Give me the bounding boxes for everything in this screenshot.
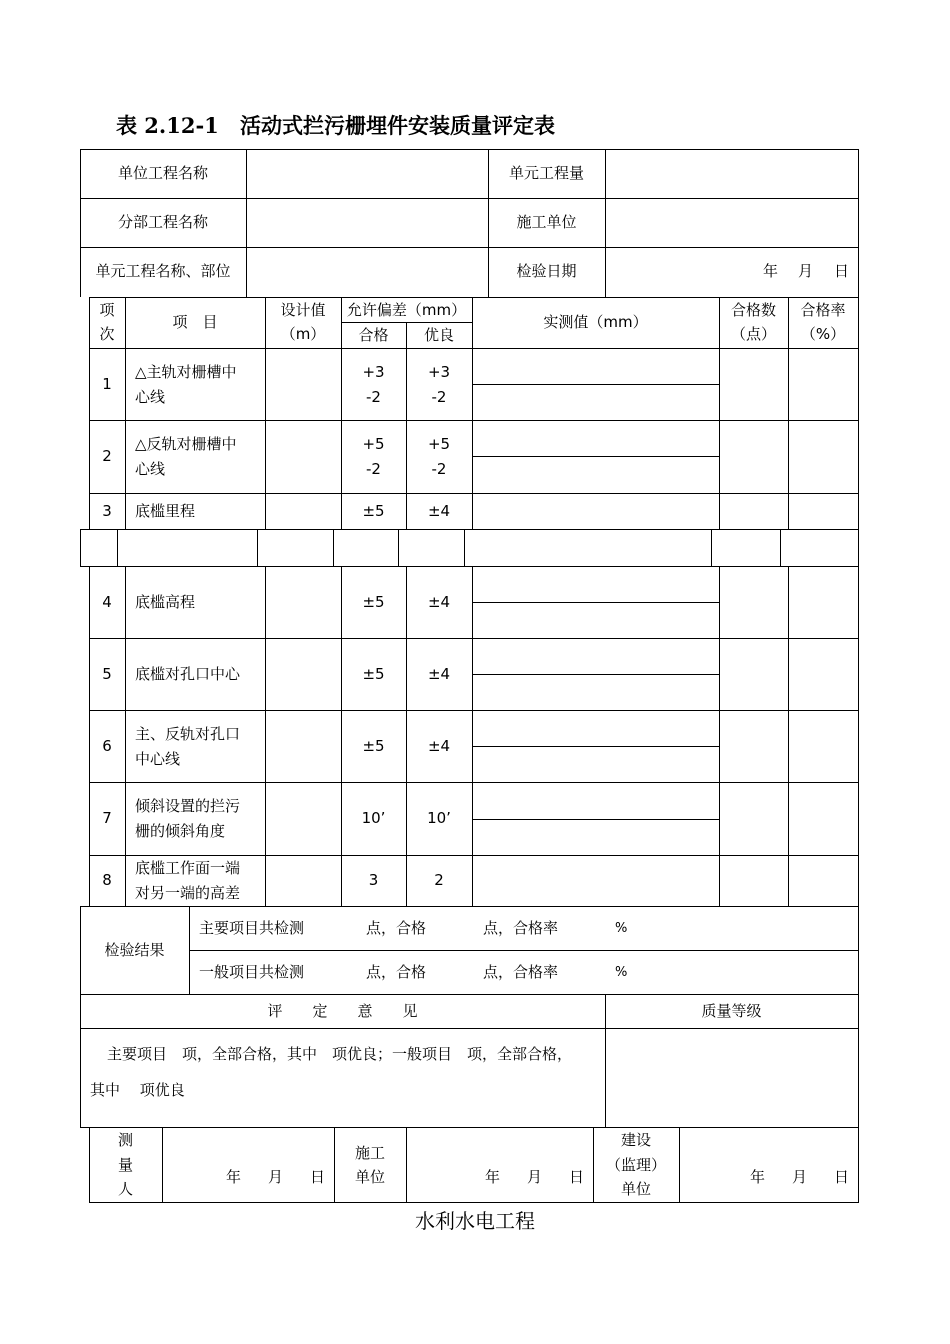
result-main-points-pass: 点，合格 xyxy=(366,919,427,937)
surveyor-year: 年 xyxy=(226,1168,242,1186)
row-8-pass: 3 xyxy=(368,871,379,889)
row-8-item-line2: 对另一端的高差 xyxy=(135,884,241,902)
row-5-excellent: ±4 xyxy=(427,665,451,683)
col-measured: 实测值（mm） xyxy=(543,313,648,331)
date-month: 月 xyxy=(798,262,814,280)
unit-project-label: 单位工程名称 xyxy=(117,164,208,182)
row-8-no: 8 xyxy=(102,871,112,889)
result-general-points-rate: 点，合格率 xyxy=(483,963,559,981)
division-project-label: 分部工程名称 xyxy=(117,213,208,231)
row-7-excellent: 10’ xyxy=(427,809,451,827)
footer-text: 水利水电工程 xyxy=(415,1209,535,1233)
evaluation-line1: 主要项目 项，全部合格，其中 项优良；一般项目 项，全部合格， xyxy=(107,1045,573,1063)
row-6-no: 6 xyxy=(102,737,112,755)
unit-quantity-label: 单元工程量 xyxy=(508,164,584,182)
supervisor-month: 月 xyxy=(792,1168,808,1186)
row-8-excellent: 2 xyxy=(434,871,444,889)
quality-grade-label: 质量等级 xyxy=(701,1002,762,1020)
row-2-no: 2 xyxy=(102,447,112,465)
date-day: 日 xyxy=(834,262,850,280)
row-1-pass-lower: -2 xyxy=(366,388,381,406)
row-3-no: 3 xyxy=(102,502,112,520)
supervisor-label-3: 单位 xyxy=(620,1180,651,1198)
supervisor-day: 日 xyxy=(834,1168,850,1186)
row-7-item-line1: 倾斜设置的拦污 xyxy=(135,797,241,815)
col-item-no-2: 次 xyxy=(99,325,115,343)
row-6-item-line2: 中心线 xyxy=(135,750,181,768)
supervisor-label-2: （监理） xyxy=(605,1156,666,1174)
evaluation-line2: 其中 项优良 xyxy=(90,1081,185,1099)
row-4-item: 底槛高程 xyxy=(135,593,196,611)
row-2-pass-lower: -2 xyxy=(366,460,381,478)
page-title xyxy=(116,110,555,140)
row-6-pass: ±5 xyxy=(362,737,385,755)
surveyor-label-2: 量 xyxy=(117,1156,133,1174)
result-label: 检验结果 xyxy=(104,941,165,959)
col-pass-count-2: （点） xyxy=(730,325,776,343)
col-design-1: 设计值 xyxy=(280,301,326,319)
row-1-no: 1 xyxy=(102,375,112,393)
result-main-prefix: 主要项目共检测 xyxy=(199,919,305,937)
row-1-item-line1: △主轨对栅槽中 xyxy=(135,363,237,381)
contractor-year: 年 xyxy=(485,1168,501,1186)
contractor-sign-label-1: 施工 xyxy=(354,1144,385,1162)
contractor-month: 月 xyxy=(527,1168,543,1186)
col-excellent: 优良 xyxy=(423,326,454,344)
col-item-no-1: 项 xyxy=(99,301,115,319)
row-7-pass: 10’ xyxy=(361,809,386,827)
row-3-pass: ±5 xyxy=(362,502,385,520)
col-design-2: （m） xyxy=(280,325,326,343)
table-number: 表 2.12-1 xyxy=(116,113,219,138)
col-pass-count-1: 合格数 xyxy=(730,301,776,319)
row-4-no: 4 xyxy=(102,593,112,611)
result-general-prefix: 一般项目共检测 xyxy=(199,963,305,981)
col-pass-rate-1: 合格率 xyxy=(800,301,846,319)
col-pass: 合格 xyxy=(358,326,389,344)
row-1-pass-upper: +3 xyxy=(362,363,385,381)
row-2-excellent-upper: +5 xyxy=(427,435,451,453)
inspection-date-label: 检验日期 xyxy=(516,262,577,280)
date-year: 年 xyxy=(763,262,779,280)
row-1-item-line2: 心线 xyxy=(135,388,166,406)
row-8-item-line1: 底槛工作面一端 xyxy=(135,859,241,877)
col-pass-rate-2: （%） xyxy=(800,325,846,343)
result-main-points-rate: 点，合格率 xyxy=(483,919,559,937)
surveyor-label-3: 人 xyxy=(117,1180,133,1198)
contractor-sign-label-2: 单位 xyxy=(354,1168,385,1186)
contractor-label: 施工单位 xyxy=(516,213,577,231)
contractor-day: 日 xyxy=(569,1168,585,1186)
surveyor-month: 月 xyxy=(268,1168,284,1186)
row-3-excellent: ±4 xyxy=(427,502,451,520)
supervisor-year: 年 xyxy=(750,1168,766,1186)
row-4-pass: ±5 xyxy=(362,593,385,611)
row-6-excellent: ±4 xyxy=(427,737,451,755)
row-1-excellent-lower: -2 xyxy=(431,388,447,406)
element-name-label: 单元工程名称、部位 xyxy=(95,262,231,280)
col-item: 项 目 xyxy=(172,313,218,331)
surveyor-day: 日 xyxy=(310,1168,326,1186)
row-3-item: 底槛里程 xyxy=(135,502,196,520)
result-general-percent: % xyxy=(615,965,628,980)
row-7-no: 7 xyxy=(102,809,112,827)
table-title: 活动式拦污栅埋件安装质量评定表 xyxy=(240,113,555,138)
surveyor-label-1: 测 xyxy=(117,1131,133,1149)
row-2-excellent-lower: -2 xyxy=(431,460,447,478)
row-2-item-line2: 心线 xyxy=(135,460,166,478)
supervisor-label-1: 建设 xyxy=(620,1131,651,1149)
row-5-pass: ±5 xyxy=(362,665,385,683)
result-general-points-pass: 点，合格 xyxy=(366,963,427,981)
row-5-no: 5 xyxy=(102,665,112,683)
row-5-item: 底槛对孔口中心 xyxy=(135,665,241,683)
evaluation-label: 评 定 意 见 xyxy=(267,1002,418,1020)
row-1-excellent-upper: +3 xyxy=(427,363,451,381)
row-2-pass-upper: +5 xyxy=(362,435,385,453)
row-7-item-line2: 栅的倾斜角度 xyxy=(135,822,226,840)
row-2-item-line1: △反轨对栅槽中 xyxy=(135,435,237,453)
row-4-excellent: ±4 xyxy=(427,593,451,611)
row-6-item-line1: 主、反轨对孔口 xyxy=(135,725,241,743)
result-main-percent: % xyxy=(615,921,628,936)
col-tolerance: 允许偏差（mm） xyxy=(346,301,467,319)
